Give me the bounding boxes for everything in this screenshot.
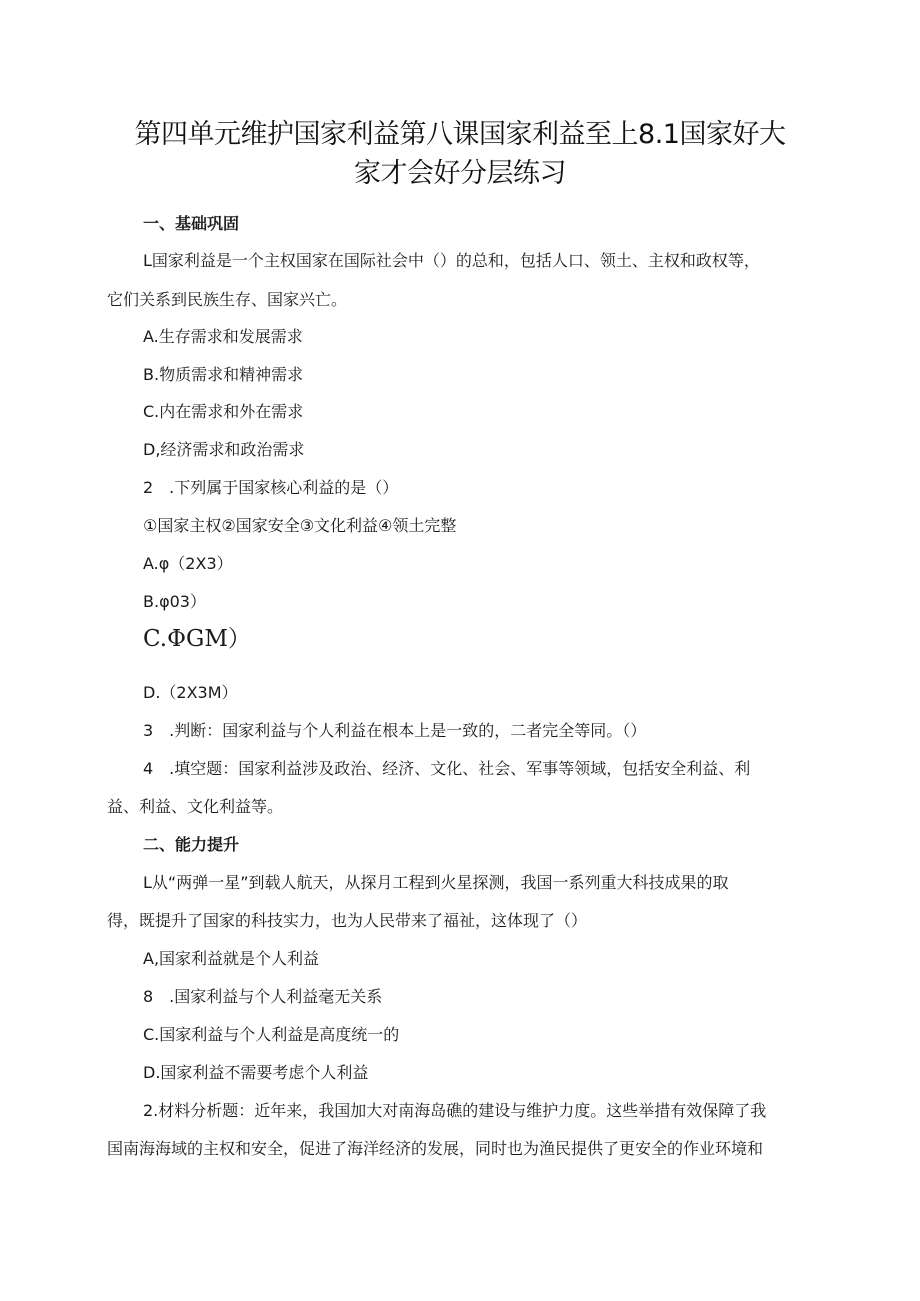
s1-q2-option-c: C.ΦGM） [143,626,251,652]
s2-q1-option-c: C.国家利益与个人利益是高度统一的 [143,1025,400,1044]
document-title-line2: 家才会好分层练习 [354,158,566,189]
s1-q1-option-b: B.物质需求和精神需求 [143,365,304,384]
s2-q2-line2: 国南海海域的主权和安全，促进了海洋经济的发展，同时也为渔民提供了更安全的作业环境和 [107,1139,764,1158]
s1-q2-items: ①国家主权②国家安全③文化利益④领土完整 [143,516,457,535]
s1-q2-option-d: D.（2X3M） [143,683,238,702]
s2-q1-option-a: A,国家利益就是个人利益 [143,949,320,968]
s1-q1-option-c: C.内在需求和外在需求 [143,402,304,421]
s2-q1-line2: 得，既提升了国家的科技实力，也为人民带来了福祉，这体现了（） [107,911,588,930]
s1-q1-option-a: A.生存需求和发展需求 [143,327,303,346]
s1-q3: 3 .判断：国家利益与个人利益在根本上是一致的，二者完全等同。（） [143,721,647,740]
document-title-line1: 第四单元维护国家利益第八课国家利益至上8.1国家好大 [134,119,786,150]
section1-heading: 一、基础巩固 [143,214,240,233]
s1-q2-stem: 2 .下列属于国家核心利益的是（） [143,478,399,497]
s2-q2-line1: 2.材料分析题：近年来，我国加大对南海岛礁的建设与维护力度。这些举措有效保障了我 [143,1101,767,1120]
s1-q1-option-d: D,经济需求和政治需求 [143,440,305,459]
s1-q1-line2: 它们关系到民族生存、国家兴亡。 [107,290,348,309]
s2-q1-option-d: D.国家利益不需要考虑个人利益 [143,1063,369,1082]
section2-heading: 二、能力提升 [143,835,240,854]
s1-q4-line1: 4 .填空题：国家利益涉及政治、经济、文化、社会、军事等领域，包括安全利益、利 [143,759,751,778]
s1-q1-line1: L国家利益是一个主权国家在国际社会中（）的总和，包括人口、领土、主权和政权等， [143,251,760,270]
s1-q2-option-a: A.φ（2X3） [143,554,233,573]
s2-q1-line1: L从“两弹一星”到载人航天，从探月工程到火星探测，我国一系列重大科技成果的取 [143,873,729,892]
s1-q4-line2: 益、利益、文化利益等。 [107,797,284,816]
s2-q1-option-b: 8 .国家利益与个人利益毫无关系 [143,987,383,1006]
s1-q2-option-b: B.φ03） [143,592,206,611]
